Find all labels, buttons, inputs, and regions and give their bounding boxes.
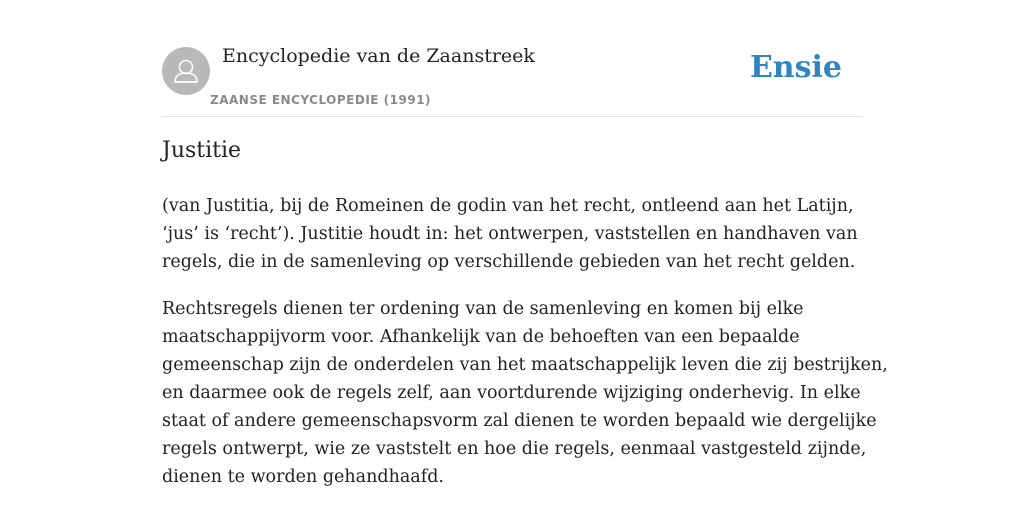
source-title[interactable]: Encyclopedie van de Zaanstreek [222,45,535,67]
brand-logo[interactable]: Ensie [749,50,842,85]
article-page [162,0,888,487]
paragraph [162,192,882,276]
avatar[interactable] [162,47,210,95]
user-icon [162,47,210,95]
article-body [162,192,888,510]
article-title: Justitie [162,138,242,163]
text-line: dienen te worden gehandhaafd. [162,467,444,487]
text-line: regels ontwerpt, wie ze vaststelt en hoe die regels, eenmaal vastgesteld zijnde, [162,439,867,459]
text-line: maatschappijvorm voor. Afhankelijk van de behoeften van een bepaalde [162,327,800,347]
text-line: staat of andere gemeenschapsvorm zal dienen te worden bepaald wie dergelijke [162,411,877,431]
text-line: gemeenschap zijn de onderdelen van het maatschappelijk leven die zij bestrijken, [162,355,888,375]
paragraph [162,295,888,491]
text-line: ‘jus’ is ‘recht’). Justitie houdt in: het ontwerpen, vaststellen en handhaven van [162,224,858,244]
text-line: (van Justitia, bij de Romeinen de godin van het recht, ontleend aan het Latijn, [162,196,854,216]
text-line: en daarmee ook de regels zelf, aan voortdurende wijziging onderhevig. In elke [162,383,861,403]
text-line: Rechtsregels dienen ter ordening van de samenleving en komen bij elke [162,299,804,319]
source-header [162,0,862,117]
text-line: regels, die in de samenleving op verschillende gebieden van het recht gelden. [162,252,856,272]
source-subtitle[interactable]: ZAANSE ENCYCLOPEDIE (1991) [210,93,432,107]
